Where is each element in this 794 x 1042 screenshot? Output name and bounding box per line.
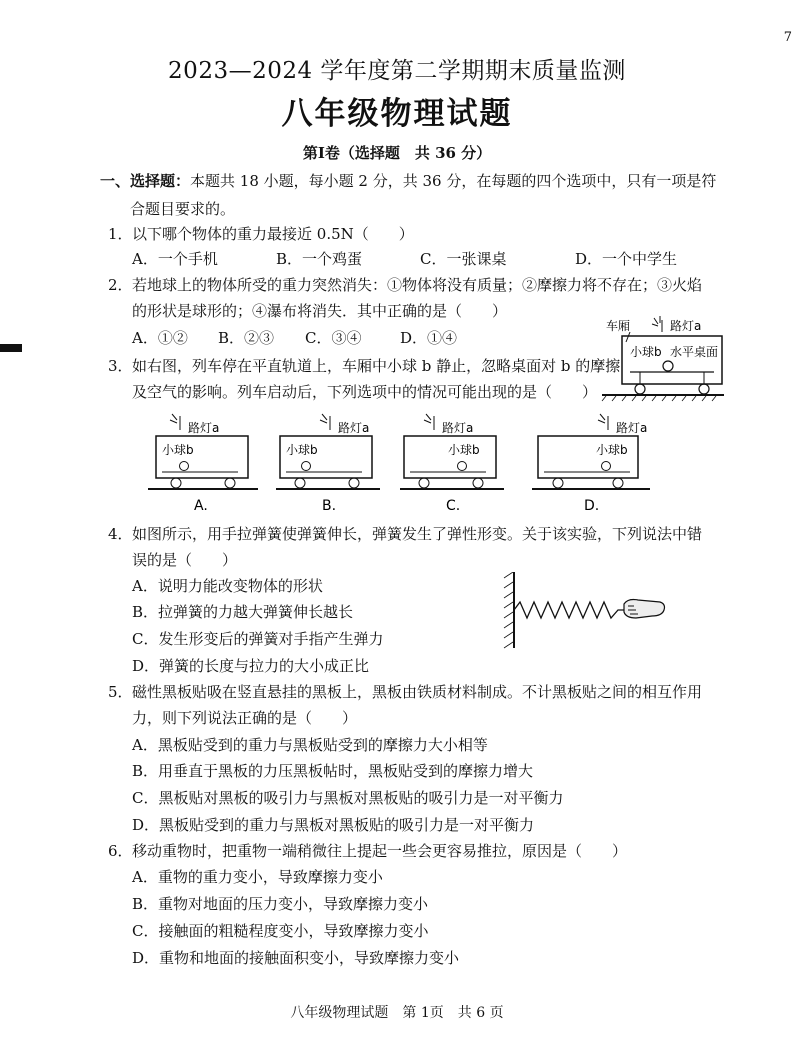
q1-stem: 以下哪个物体的重力最接近 0.5N（ ） — [132, 225, 414, 243]
q3-b-lamp-label: 路灯a — [338, 421, 370, 435]
q3-c-letter: C. — [446, 498, 461, 514]
hand-icon — [624, 600, 665, 619]
q3-b-letter: B. — [322, 498, 337, 514]
q3-table-label: 水平桌面 — [670, 345, 719, 359]
exam-title: 八年级物理试题 — [281, 96, 513, 132]
instructions-line1 — [100, 170, 716, 191]
q3-stem-line1: 如右图，列车停在平直轨道上，车厢中小球 b 静止，忽略桌面对 b 的摩擦 — [132, 357, 621, 375]
q5-stem-line2: 力，则下列说法正确的是（ ） — [132, 709, 358, 727]
q2-stem-line1: 若地球上的物体所受的重力突然消失：①物体将没有质量；②摩擦力将不存在；③火焰 — [132, 276, 703, 294]
q3-choice-c-figure[interactable] — [400, 414, 504, 514]
q3-c-lamp-label: 路灯a — [442, 421, 474, 435]
instructions-text: 本题共 18 小题，每小题 2 分，共 36 分，在每题的四个选项中，只有一项是符 — [190, 172, 717, 190]
q3-b-ball-label: 小球b — [286, 443, 318, 457]
q3-d-lamp-label: 路灯a — [616, 421, 648, 435]
q1-option-a[interactable]: A．一个手机 — [132, 250, 218, 268]
q4-stem-line2: 误的是（ ） — [132, 551, 238, 569]
q2-option-c[interactable]: C．③④ — [305, 329, 362, 347]
q5-option-d[interactable]: D．黑板贴受到的重力与黑板对黑板贴的吸引力是一对平衡力 — [132, 816, 535, 834]
q6-option-b[interactable]: B．重物对地面的压力变小，导致摩擦力变小 — [132, 895, 429, 913]
q5-option-a[interactable]: A．黑板贴受到的重力与黑板贴受到的摩擦力大小相等 — [132, 736, 488, 754]
q3-a-letter: A. — [194, 498, 208, 514]
q1-option-d[interactable]: D．一个中学生 — [575, 250, 678, 268]
q3-d-ball-label: 小球b — [596, 443, 628, 457]
exam-title-line1: 2023—2024 学年度第二学期期末质量监测 — [168, 58, 626, 84]
spring — [514, 602, 626, 618]
q3-lamp-label: 路灯a — [670, 319, 702, 333]
q4-option-a[interactable]: A．说明力能改变物体的形状 — [132, 577, 323, 595]
q3-choice-b-figure[interactable] — [276, 414, 380, 514]
q3-a-lamp-label: 路灯a — [188, 421, 220, 435]
q3-choice-figures — [148, 410, 676, 514]
q6-stem: 移动重物时，把重物一端稍微往上提起一些会更容易推拉，原因是（ ） — [132, 842, 628, 860]
q6-option-a[interactable]: A．重物的重力变小，导致摩擦力变小 — [132, 868, 383, 886]
q6-number: 6． — [108, 842, 133, 860]
binding-mark — [0, 344, 22, 352]
q6-option-c[interactable]: C．接触面的粗糙程度变小，导致摩擦力变小 — [132, 922, 429, 940]
q4-option-c[interactable]: C．发生形变后的弹簧对手指产生弹力 — [132, 630, 384, 648]
q3-stem-line2: 及空气的影响。列车启动后，下列选项中的情况可能出现的是（ ） — [132, 383, 598, 401]
q3-ball-label: 小球b — [630, 345, 662, 359]
page-number: 7 — [783, 30, 792, 45]
q3-choice-d-figure[interactable] — [532, 414, 650, 514]
q3-choice-a-figure[interactable] — [148, 414, 258, 514]
q3-number: 3． — [108, 357, 133, 375]
q5-option-c[interactable]: C．黑板贴对黑板的吸引力与黑板对黑板贴的吸引力是一对平衡力 — [132, 789, 564, 807]
q1-option-c[interactable]: C．一张课桌 — [420, 250, 507, 268]
ball-b — [663, 361, 673, 371]
q4-stem-line1: 如图所示，用手拉弹簧使弹簧伸长，弹簧发生了弹性形变。关于该实验，下列说法中错 — [132, 525, 703, 543]
q2-option-d[interactable]: D．①④ — [400, 329, 458, 347]
q5-number: 5． — [108, 683, 133, 701]
q1-option-b[interactable]: B．一个鸡蛋 — [276, 250, 363, 268]
q3-a-ball-label: 小球b — [162, 443, 194, 457]
instructions-label: 一、选择题： — [100, 172, 191, 190]
section-heading: 第Ⅰ卷（选择题 共 36 分） — [302, 144, 492, 162]
q2-stem-line2: 的形状是球形的；④瀑布将消失．其中正确的是（ ） — [132, 302, 508, 320]
q5-option-b[interactable]: B．用垂直于黑板的力压黑板帖时，黑板贴受到的摩擦力增大 — [132, 762, 534, 780]
q4-spring-figure — [500, 572, 670, 650]
instructions-line2: 合题目要求的。 — [130, 200, 236, 218]
q2-number: 2． — [108, 276, 133, 294]
q5-stem-line1: 磁性黑板贴吸在竖直悬挂的黑板上，黑板由铁质材料制成。不计黑板贴之间的相互作用 — [132, 683, 703, 701]
q4-option-b[interactable]: B．拉弹簧的力越大弹簧伸长越长 — [132, 603, 354, 621]
q4-option-d[interactable]: D．弹簧的长度与拉力的大小成正比 — [132, 657, 370, 675]
page-footer: 八年级物理试题 第 1页 共 6 页 — [290, 1005, 504, 1021]
q3-c-ball-label: 小球b — [448, 443, 480, 457]
q4-number: 4． — [108, 525, 133, 543]
street-lamp-icon — [652, 316, 662, 332]
q2-option-a[interactable]: A．①② — [132, 329, 188, 347]
q6-option-d[interactable]: D．重物和地面的接触面积变小，导致摩擦力变小 — [132, 949, 460, 967]
q2-option-b[interactable]: B．②③ — [218, 329, 275, 347]
q1-number: 1． — [108, 225, 133, 243]
q3-carriage-label: 车厢 — [606, 319, 631, 333]
q3-d-letter: D. — [584, 498, 600, 514]
